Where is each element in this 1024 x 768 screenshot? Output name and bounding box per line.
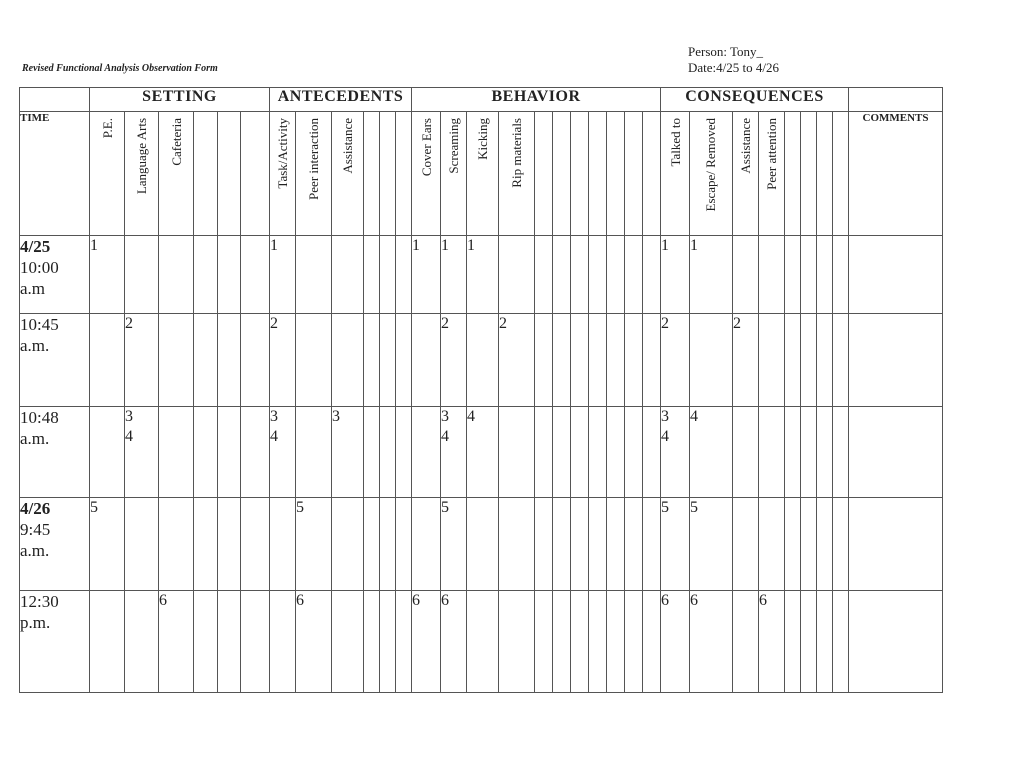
cell-behavior-10 [643,407,661,498]
cell-consequences-2 [733,591,759,693]
column-label: Task/Activity [275,118,290,189]
cell-behavior-9 [625,314,643,407]
cell-consequences-1: 6 [690,591,733,693]
cell-consequences-2 [733,498,759,591]
column-label: Assistance [340,118,355,174]
cell-behavior-9 [625,407,643,498]
cell-behavior-7 [589,407,607,498]
column-header-behavior-0 [412,112,441,236]
group-header-behavior: BEHAVIOR [412,88,661,112]
cell-consequences-7 [833,407,849,498]
cell-setting-2 [159,236,194,314]
cell-behavior-0 [412,407,441,498]
cell-setting-5 [241,591,270,693]
cell-behavior-1: 3 4 [441,407,467,498]
cell-antecedents-0 [270,498,296,591]
cell-antecedents-2: 3 [332,407,364,498]
group-header-setting: SETTING [90,88,270,112]
table-row [20,498,943,591]
cell-behavior-2 [467,591,499,693]
cell-behavior-2 [467,498,499,591]
table-row [20,236,943,314]
cell-antecedents-0 [270,591,296,693]
cell-setting-2 [159,314,194,407]
cell-behavior-4 [535,591,553,693]
row-ampm: a.m. [20,336,50,355]
column-header-behavior-5 [553,112,571,236]
comments-cell [849,314,943,407]
cell-antecedents-3 [364,314,380,407]
cell-antecedents-0: 3 4 [270,407,296,498]
cell-behavior-5 [553,314,571,407]
column-label: Peer interaction [306,118,321,200]
comments-cell [849,407,943,498]
observation-table [19,87,943,693]
time-cell [20,591,90,693]
cell-antecedents-4 [380,236,396,314]
row-ampm: p.m. [20,613,51,632]
cell-behavior-10 [643,236,661,314]
column-header-setting-1 [125,112,159,236]
column-header-setting-0 [90,112,125,236]
comments-cell [849,236,943,314]
cell-behavior-3: 2 [499,314,535,407]
time-cell [20,407,90,498]
column-header-antecedents-5 [396,112,412,236]
column-label: Kicking [475,118,490,160]
cell-antecedents-4 [380,591,396,693]
cell-antecedents-0: 2 [270,314,296,407]
cell-setting-0 [90,591,125,693]
cell-behavior-3 [499,407,535,498]
form-title: Revised Functional Analysis Observation Form [22,63,218,74]
cell-consequences-3 [759,407,785,498]
cell-antecedents-5 [396,407,412,498]
cell-behavior-4 [535,236,553,314]
cell-behavior-2: 1 [467,236,499,314]
cell-antecedents-2 [332,498,364,591]
cell-behavior-2: 4 [467,407,499,498]
column-header-behavior-4 [535,112,553,236]
cell-behavior-6 [571,498,589,591]
cell-consequences-2 [733,236,759,314]
column-label: Cover Ears [418,118,434,177]
cell-antecedents-1 [296,407,332,498]
cell-setting-2: 6 [159,591,194,693]
cell-consequences-7 [833,236,849,314]
row-time: 10:00 [20,258,59,277]
cell-behavior-6 [571,314,589,407]
column-label: Talked to [667,118,683,167]
row-ampm: a.m [20,279,46,298]
cell-consequences-0: 5 [661,498,690,591]
cell-behavior-1: 6 [441,591,467,693]
cell-behavior-1: 5 [441,498,467,591]
cell-setting-3 [194,314,218,407]
cell-behavior-3 [499,236,535,314]
column-header-antecedents-4 [380,112,396,236]
cell-behavior-0: 1 [412,236,441,314]
column-header-behavior-7 [589,112,607,236]
cell-consequences-5 [801,236,817,314]
column-header-consequences-6 [817,112,833,236]
header-blank-right [849,88,943,112]
column-header-behavior-3 [499,112,535,236]
row-date: 4/25 [20,237,51,256]
cell-consequences-0: 6 [661,591,690,693]
cell-behavior-0: 6 [412,591,441,693]
cell-setting-4 [218,498,241,591]
row-ampm: a.m. [20,429,50,448]
cell-consequences-7 [833,314,849,407]
person-info [688,44,779,76]
column-header-consequences-0 [661,112,690,236]
cell-antecedents-3 [364,407,380,498]
cell-behavior-0 [412,498,441,591]
row-time: 12:30 [20,592,59,611]
column-header-consequences-1 [690,112,733,236]
cell-consequences-0: 2 [661,314,690,407]
time-cell [20,236,90,314]
cell-consequences-4 [785,236,801,314]
cell-behavior-5 [553,591,571,693]
cell-behavior-4 [535,407,553,498]
row-date: 4/26 [20,499,51,518]
cell-behavior-6 [571,591,589,693]
cell-antecedents-3 [364,591,380,693]
cell-consequences-6 [817,498,833,591]
cell-behavior-4 [535,498,553,591]
cell-consequences-7 [833,591,849,693]
cell-behavior-8 [607,236,625,314]
column-header-behavior-6 [571,112,589,236]
cell-behavior-10 [643,498,661,591]
cell-setting-3 [194,591,218,693]
cell-consequences-3 [759,314,785,407]
cell-setting-4 [218,236,241,314]
cell-setting-3 [194,236,218,314]
column-header-setting-5 [241,112,270,236]
cell-behavior-7 [589,498,607,591]
column-header-behavior-9 [625,112,643,236]
cell-antecedents-2 [332,314,364,407]
cell-setting-0: 5 [90,498,125,591]
column-header-setting-3 [194,112,218,236]
cell-behavior-5 [553,407,571,498]
table-row [20,591,943,693]
cell-setting-5 [241,407,270,498]
cell-consequences-5 [801,314,817,407]
cell-antecedents-3 [364,498,380,591]
cell-antecedents-4 [380,498,396,591]
cell-consequences-5 [801,591,817,693]
cell-antecedents-1 [296,314,332,407]
cell-behavior-0 [412,314,441,407]
cell-behavior-6 [571,407,589,498]
cell-behavior-7 [589,236,607,314]
group-header-antecedents: ANTECEDENTS [270,88,412,112]
row-ampm: a.m. [20,541,50,560]
cell-antecedents-5 [396,498,412,591]
cell-consequences-2 [733,407,759,498]
time-header: TIME [20,112,90,236]
cell-setting-2 [159,407,194,498]
column-header-consequences-4 [785,112,801,236]
cell-consequences-2: 2 [733,314,759,407]
comments-header: COMMENTS [849,112,943,236]
cell-setting-4 [218,591,241,693]
cell-antecedents-2 [332,591,364,693]
cell-setting-1: 2 [125,314,159,407]
cell-behavior-10 [643,591,661,693]
group-header-consequences: CONSEQUENCES [661,88,849,112]
cell-behavior-9 [625,591,643,693]
row-time: 9:45 [20,520,51,539]
cell-consequences-7 [833,498,849,591]
cell-consequences-1: 1 [690,236,733,314]
cell-antecedents-1: 5 [296,498,332,591]
cell-behavior-5 [553,236,571,314]
column-header-consequences-5 [801,112,817,236]
cell-consequences-5 [801,498,817,591]
cell-behavior-3 [499,591,535,693]
cell-consequences-6 [817,407,833,498]
cell-setting-5 [241,236,270,314]
header-blank-left [20,88,90,112]
cell-setting-4 [218,314,241,407]
cell-behavior-8 [607,591,625,693]
cell-setting-0: 1 [90,236,125,314]
cell-setting-3 [194,498,218,591]
cell-behavior-7 [589,591,607,693]
column-header-behavior-8 [607,112,625,236]
cell-setting-2 [159,498,194,591]
column-label: Assistance [738,118,753,174]
cell-setting-1 [125,591,159,693]
column-header-behavior-2 [467,112,499,236]
cell-setting-5 [241,498,270,591]
column-header-antecedents-0 [270,112,296,236]
cell-behavior-7 [589,314,607,407]
column-header-consequences-3 [759,112,785,236]
cell-consequences-6 [817,314,833,407]
date-range: Date:4/25 to 4/26 [688,60,779,75]
cell-antecedents-3 [364,236,380,314]
cell-antecedents-0: 1 [270,236,296,314]
cell-behavior-9 [625,498,643,591]
time-cell [20,314,90,407]
column-header-consequences-2 [733,112,759,236]
cell-consequences-0: 3 4 [661,407,690,498]
cell-consequences-1 [690,314,733,407]
cell-antecedents-1: 6 [296,591,332,693]
person-name: Person: Tony_ [688,44,764,59]
cell-setting-5 [241,314,270,407]
cell-behavior-1: 2 [441,314,467,407]
cell-behavior-10 [643,314,661,407]
cell-setting-1 [125,498,159,591]
cell-setting-1: 3 4 [125,407,159,498]
cell-antecedents-5 [396,591,412,693]
cell-setting-1 [125,236,159,314]
cell-setting-4 [218,407,241,498]
cell-behavior-8 [607,407,625,498]
column-header-behavior-1 [441,112,467,236]
column-header-setting-4 [218,112,241,236]
cell-antecedents-2 [332,236,364,314]
row-time: 10:48 [20,408,59,427]
comments-cell [849,498,943,591]
cell-behavior-6 [571,236,589,314]
cell-behavior-3 [499,498,535,591]
cell-consequences-3 [759,498,785,591]
column-label: Peer attention [764,118,779,190]
cell-behavior-8 [607,314,625,407]
row-time: 10:45 [20,315,59,334]
cell-consequences-5 [801,407,817,498]
cell-antecedents-4 [380,314,396,407]
column-header-antecedents-2 [332,112,364,236]
comments-cell [849,591,943,693]
cell-consequences-6 [817,236,833,314]
cell-consequences-4 [785,314,801,407]
cell-behavior-4 [535,314,553,407]
column-label: Language Arts [134,118,149,195]
column-label: Cafeteria [168,118,184,166]
cell-setting-0 [90,314,125,407]
cell-behavior-8 [607,498,625,591]
column-label: Screaming [446,118,461,174]
cell-consequences-0: 1 [661,236,690,314]
table-row [20,407,943,498]
time-cell [20,498,90,591]
cell-setting-0 [90,407,125,498]
cell-consequences-1: 4 [690,407,733,498]
cell-behavior-5 [553,498,571,591]
column-label: P.E. [99,118,115,139]
cell-antecedents-5 [396,314,412,407]
column-label: Rip materials [509,118,524,188]
column-header-behavior-10 [643,112,661,236]
cell-behavior-9 [625,236,643,314]
cell-behavior-2 [467,314,499,407]
table-row [20,314,943,407]
cell-consequences-6 [817,591,833,693]
column-header-antecedents-1 [296,112,332,236]
cell-behavior-1: 1 [441,236,467,314]
cell-consequences-4 [785,591,801,693]
cell-antecedents-1 [296,236,332,314]
column-header-antecedents-3 [364,112,380,236]
cell-antecedents-5 [396,236,412,314]
column-header-setting-2 [159,112,194,236]
cell-consequences-3 [759,236,785,314]
cell-consequences-4 [785,407,801,498]
cell-setting-3 [194,407,218,498]
column-header-consequences-7 [833,112,849,236]
cell-antecedents-4 [380,407,396,498]
cell-consequences-1: 5 [690,498,733,591]
cell-consequences-4 [785,498,801,591]
column-label: Escape/ Removed [703,118,718,212]
cell-consequences-3: 6 [759,591,785,693]
